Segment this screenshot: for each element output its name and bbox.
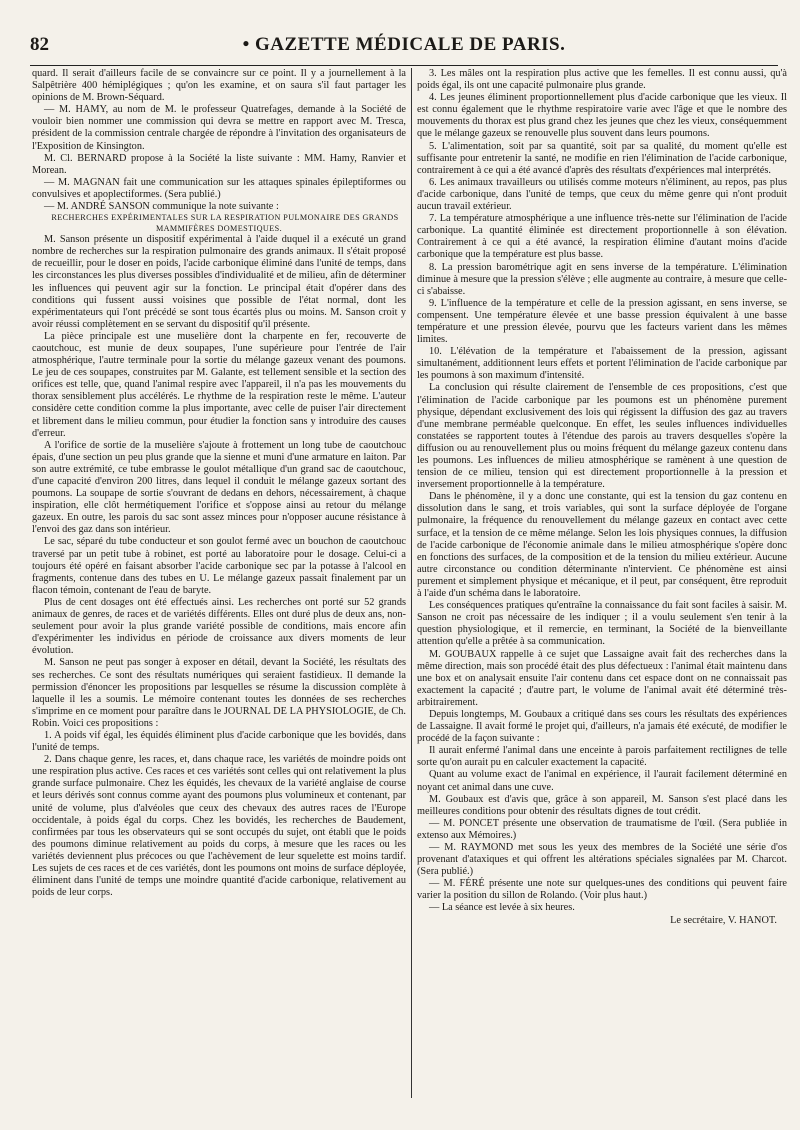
paragraph: 8. La pression barométrique agit en sens inverse de la température. L'élimination diminue à mesure que la pression s'élève ; elle augmente au contraire, à mesure que celle-ci s'abaisse. bbox=[417, 261, 787, 297]
paragraph: Il aurait enfermé l'animal dans une enceinte à parois parfaitement rectilignes de telle sorte qu'on aurait pu en calculer exactement la capacité. bbox=[417, 745, 787, 769]
paragraph: 1. A poids vif égal, les équidés éliminent plus d'acide carbonique que les bovidés, dans l'unité de temps. bbox=[32, 729, 406, 754]
paragraph: — M. MAGNAN fait une communication sur les attaques spinales épileptiformes ou convulsives et apoplectiformes. (Sera publié.) bbox=[32, 176, 406, 200]
secretary-signature: Le secrétaire, V. HANOT. bbox=[670, 914, 777, 926]
paragraph: 4. Les jeunes éliminent proportionnellement plus d'acide carbonique que les vieux. Il est connu également que le rhythme respiratoire varie avec l'âge et que le nombre des mouvements du thorax est plus grand chez les jeunes que chez les vieux, conséquemment que le mélange gazeux se renouvelle plus souvent dans leurs poumons. bbox=[417, 92, 787, 140]
paragraph: Dans le phénomène, il y a donc une constante, qui est la tension du gaz contenu en dissolution dans le sang, et trois variables, qui sont la surface déployée de l'organe pulmonaire, la fréquence du renouvellement du mélange gazeux en contact avec cette surface, et la tension de ce même mélange. Selon les lois physiques connues, la diffusion de l'acide carbonique de l'économie animale dans le milieu atmosphérique s'opère donc en fonctions des surfaces, de la composition et de la tension du milieu extérieur. Aucune autre circonstance ou condition déterminante n'intervient. Ce phénomène est ainsi purement et simplement physique et mécanique, et il peut, par conséquent, être reproduit à l'aide d'un schéma dans le laboratoire. bbox=[417, 491, 787, 600]
column-divider bbox=[411, 68, 412, 1098]
paragraph: 10. L'élévation de la température et l'abaissement de la pression, agissant simultanément, additionnent leurs effets et portent l'élimination de l'acide carbonique par les poumons à son maximum d'intensité. bbox=[417, 346, 787, 382]
paragraph: 6. Les animaux travailleurs ou utilisés comme moteurs n'éliminent, au repos, pas plus d'acide carbonique, dans l'unité de temps, que ceux du même genre qui n'ont produit aucun travail extérieur. bbox=[417, 176, 787, 213]
paragraph: — M. HAMY, au nom de M. le professeur Quatrefages, demande à la Société de vouloir bien nommer une commission qui devra se mettre en rapport avec M. Tresca, président de la commission centrale chargée de répondre à l'invitation des organisateurs de l'Exposition de Kinsington. bbox=[32, 104, 406, 152]
section-title: RECHERCHES EXPÉRIMENTALES SUR LA RESPIRATION PULMONAIRE DES GRANDS MAMMIFÈRES DOMESTIQUES. bbox=[51, 213, 399, 233]
paragraph: 2. Dans chaque genre, les races, et, dans chaque race, les variétés de moindre poids ont une respiration plus active. Ces races et ces variétés sont celles qui ont relativement la plus grande surface pulmonaire. Chez les équidés, les chevaux de la variété anglaise de course et leurs dérivés sont connus comme ayant des poumons plus volumineux et contenant, par unité de volume, plus d'alvéoles que ceux des chevaux des autres races de l'Europe occidentale, à poids égal du corps. Chez les bovidés, les recherches de Baudement, confirmées par tous les observateurs qui se sont occupés du sujet, ont établi que le poids des poumons diminue relativement au poids du corps, à mesure que les races ou les variétés deviennent plus précoces ou que l'achèvement de leur squelette est moins tardif. Les sujets de ces races et de ces variétés, dont les poumons ont moins de surface déployée, éliminent dans l'unité de temps une moindre quantité d'acide carbonique, relativement au poids de leur corps. bbox=[32, 754, 406, 899]
header-rule bbox=[30, 65, 778, 66]
paragraph: M. Cl. BERNARD propose à la Société la liste suivante : MM. Hamy, Ranvier et Morean. bbox=[32, 152, 406, 176]
journal-title: • GAZETTE MÉDICALE DE PARIS. bbox=[242, 34, 566, 55]
paragraph: M. GOUBAUX rappelle à ce sujet que Lassaigne avait fait des recherches dans la même direction, mais son procédé était des plus défectueux : l'animal était maintenu dans une box et on analysait ensuite l'air contenu dans cet espace dont on ne connaissait pas exactement la capacité ; d'autre part, le volume de l'animal avait été déterminé très-arbitrairement. bbox=[417, 648, 787, 708]
paragraph: — M. RAYMOND met sous les yeux des membres de la Société une série d'os provenant d'ataxiques et qui offrent les altérations spéciales signalées par M. Charcot. (Sera publié.) bbox=[417, 842, 787, 878]
right-column bbox=[417, 68, 787, 1118]
paragraph: — La séance est levée à six heures. bbox=[429, 902, 575, 914]
paragraph: 7. La température atmosphérique a une influence très-nette sur l'élimination de l'acide carbonique. La quantité éliminée est directement proportionnelle à son élévation. Contrairement à ce qui a été avancé, la respiration élimine d'autant moins d'acide carbonique que la température est plus basse. bbox=[417, 213, 787, 261]
paragraph: Les conséquences pratiques qu'entraîne la connaissance du fait sont faciles à saisir. M. Sanson ne croit pas nécessaire de les indiquer ; il a voulu seulement s'en tenir à la question physiologique, et il remercie, en terminant, la Société de la bienveillante attention qu'elle a prêtée à sa communication. bbox=[417, 600, 787, 648]
paragraph: Depuis longtemps, M. Goubaux a critiqué dans ses cours les résultats des expériences de Lassaigne. Il avait formé le projet qui, d'ailleurs, n'a jamais été exécuté, de modifier le procédé de la façon suivante : bbox=[417, 708, 787, 745]
left-column bbox=[32, 68, 406, 1118]
paragraph: 3. Les mâles ont la respiration plus active que les femelles. Il est connu aussi, qu'à poids égal, ils ont une capacité pulmonaire plus grande. bbox=[417, 68, 787, 92]
paragraph: La conclusion qui résulte clairement de l'ensemble de ces propositions, c'est que l'élimination de l'acide carbonique par les poumons est un phénomène purement physique, dépendant exclusivement des lois qui régissent la diffusion des gaz au travers d'une membrane perméable quelconque. En effet, les seules influences individuelles constatées se rapportent toutes à l'étendue des parois au travers desquelles s'opère la diffusion ou au renouvellement plus ou moins fréquent du mélange gazeux contenu dans les poumons. Les influences de milieu atmosphérique se ramènent à une question de tension de ce milieu, tension qui est directement proportionnelle à la pression et inversement proportionnelle à la température. bbox=[417, 382, 787, 491]
paragraph: M. Sanson ne peut pas songer à exposer en détail, devant la Société, les résultats des ses recherches. Ce sont des résultats numériques qui seraient fastidieux. Il demande la permission d'énoncer les propositions par lesquelles se résume la discussion complète à laquelle il les a soumis. Le mémoire contenant toutes les données de ses recherches s'imprime en ce moment pour paraître dans le JOURNAL DE LA PHYSIOLOGIE, de Ch. Robin. Voici ces propositions : bbox=[32, 657, 406, 729]
paragraph: — M. ANDRÉ SANSON communique la note suivante : bbox=[44, 201, 279, 213]
page-number: 82 bbox=[30, 34, 49, 55]
paragraph: — M. FÉRÉ présente une note sur quelques-unes des conditions qui peuvent faire varier la position du sillon de Rolando. (Voir plus haut.) bbox=[417, 878, 787, 902]
paragraph: La pièce principale est une muselière dont la charpente en fer, recouverte de caoutchouc, est munie de deux soupapes, l'une supérieure pour l'entrée de l'air atmosphérique, l'autre terminale pour la sortie du mélange gazeux venant des poumons. Le jeu de ces soupapes, construites par M. Galante, est tellement sensible et la section des orifices est telle, que, quand l'animal respire avec l'appareil, il n'a pas les mouvements du thorax sensiblement plus accélérés. Le rhythme de la respiration reste le même. L'auteur considère cette condition comme la plus importante, avec celle de puiser l'air directement et librement dans le milieu commun, pour étudier la fonction sans y introduire des causes d'erreur. bbox=[32, 330, 406, 439]
paragraph: quard. Il serait d'ailleurs facile de se convaincre sur ce point. Il y a journellement à la Salpêtrière 400 hémiplégiques ; qu'on les examine, et on saura s'il faut partager les opinions de M. Brown-Séquard. bbox=[32, 68, 406, 104]
paragraph: A l'orifice de sortie de la muselière s'ajoute à frottement un long tube de caoutchouc épais, d'une section un peu plus grande que la sienne et muni d'une armature en laiton. Par son autre extrémité, ce tube embrasse le goulot métallique d'un grand sac de caoutchouc, d'une capacité d'environ 200 litres, dans lequel il conduit le mélange gazeux sortant des poumons. La soupape de sortie s'ouvrant de dedans en dehors, nécessairement, à chaque inspiration, elle clôt hermétiquement l'orifice et s'oppose ainsi au retour du mélange gazeux. En outre, les parois du sac sont assez minces pour n'opposer aucune résistance à l'envoi des gaz dans son intérieur. bbox=[32, 439, 406, 536]
paragraph: M. Sanson présente un dispositif expérimental à l'aide duquel il a exécuté un grand nombre de recherches sur la respiration pulmonaire des grands animaux. Il s'était proposé de recueillir, pour le doser en poids, l'acide carbonique éliminé dans l'unité de temps, dans les circonstances les plus diverses possibles d'individualité et de milieu, afin de déterminer les influences qui peuvent agir sur la fonction. Le principal était d'opérer dans des conditions qui fussent aussi voisines que possible de l'état normal, dont les expérimentateurs qui l'ont précédé se sont tous écartés plus ou moins. M. Sanson croit y avoir réussi complètement en se servant du dispositif qu'il présente. bbox=[32, 234, 406, 330]
paragraph: M. Goubaux est d'avis que, grâce à son appareil, M. Sanson s'est placé dans les meilleures conditions pour obtenir des résultats dignes de tout crédit. bbox=[417, 793, 787, 817]
paragraph: Quant au volume exact de l'animal en expérience, il l'aurait facilement déterminé en noyant cet animal dans une cuve. bbox=[417, 769, 787, 793]
paragraph: 5. L'alimentation, soit par sa quantité, soit par sa qualité, du moment qu'elle est suffisante pour entretenir la santé, ne modifie en rien l'élimination de l'acide carbonique, contrairement à ce qui a été avancé d'après des résultats d'expériences mal interprétés. bbox=[417, 140, 787, 176]
paragraph: 9. L'influence de la température et celle de la pression agissant, en sens inverse, se compensent. Une température élevée et une basse pression équivalent à une basse température et une pression élevée, pourvu que les facteurs varient dans les mêmes limites. bbox=[417, 297, 787, 346]
paragraph: Plus de cent dosages ont été effectués ainsi. Les recherches ont porté sur 52 grands animaux de genres, de races et de variétés différents. Elles ont duré plus de deux ans, non-seulement pour avoir la plus grande variété possible de conditions, mais encore afin d'expérimenter les individus en période de croissance aux divers moments de leur évolution. bbox=[32, 596, 406, 657]
paragraph: Le sac, séparé du tube conducteur et son goulot fermé avec un bouchon de caoutchouc traversé par un petit tube à robinet, est porté au laboratoire pour le dosage. Celui-ci a toujours été opéré en faisant absorber l'acide carbonique sec par la potasse à l'alcool en fragments, contenue dans des tubes en U. Le mélange gazeux passait finalement par un flacon témoin, contenant de l'eau de baryte. bbox=[32, 536, 406, 596]
paragraph: — M. PONCET présente une observation de traumatisme de l'œil. (Sera publiée in extenso aux Mémoires.) bbox=[417, 817, 787, 841]
page-header bbox=[30, 34, 778, 58]
